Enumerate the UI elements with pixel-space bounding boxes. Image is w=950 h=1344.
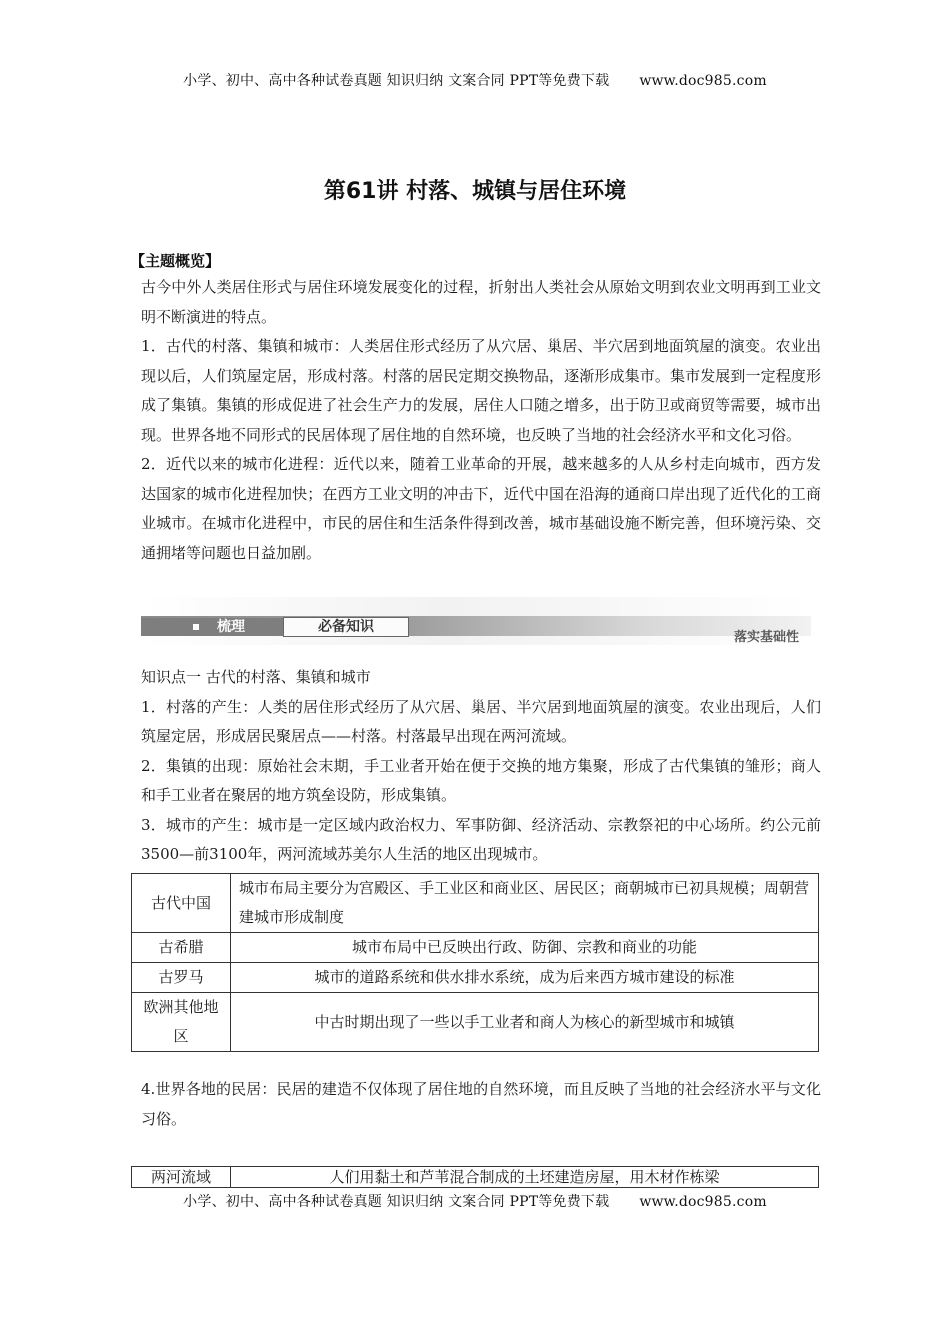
table-cell-desc: 城市布局主要分为宫殿区、手工业区和商业区、居民区；商朝城市已初具规模；周朝营建城市形成制度 xyxy=(231,874,819,933)
square-bullet-icon xyxy=(193,624,199,630)
header-site-link[interactable]: www.doc985.com xyxy=(639,73,767,89)
table-cell-desc: 中古时期出现了一些以手工业者和商人为核心的新型城市和城镇 xyxy=(231,993,819,1052)
overview-point-2: 2．近代以来的城市化进程：近代以来，随着工业革命的开展，越来越多的人从乡村走向城市，西方发达国家的城市化进程加快；在西方工业文明的冲击下，近代中国在沿海的通商口岸出现了近代化的工商业城市。在城市化进程中，市民的居住和生活条件得到改善，城市基础设施不断完善，但环境污染、交通拥堵等问题也日益加剧。 xyxy=(141,455,821,562)
footer-text: 小学、初中、高中各种试卷真题 知识归纳 文案合同 PPT等免费下载 xyxy=(183,1194,610,1210)
knowledge-item-1: 1．村落的产生：人类的居住形式经历了从穴居、巢居、半穴居到地面筑屋的演变。农业出现后，人们筑屋定居，形成居民聚居点——村落。村落最早出现在两河流域。 xyxy=(141,697,821,745)
city-table xyxy=(131,873,819,1052)
overview-intro: 古今中外人类居住形式与居住环境发展变化的过程，折射出人类社会从原始文明到农业文明再到工业文明不断演进的特点。 xyxy=(141,278,821,326)
banner-tag xyxy=(141,618,283,636)
knowledge-item-2: 2．集镇的出现：原始社会末期，手工业者开始在便于交换的地方集聚，形成了古代集镇的雏形；商人和手工业者在聚居的地方筑垒设防，形成集镇。 xyxy=(141,756,821,804)
table-cell-desc: 城市布局中已反映出行政、防御、宗教和商业的功能 xyxy=(231,933,819,963)
knowledge-heading: 知识点一 古代的村落、集镇和城市 xyxy=(141,668,371,686)
table-cell-desc: 城市的道路系统和供水排水系统，成为后来西方城市建设的标准 xyxy=(231,963,819,993)
page-header xyxy=(0,70,950,90)
table-row xyxy=(132,1167,819,1188)
banner-tag-label: 梳理 xyxy=(217,619,245,635)
overview-body xyxy=(141,273,821,568)
knowledge-item-4: 4.世界各地的民居：民居的建造不仅体现了居住地的自然环境，而且反映了当地的社会经济水平与文化习俗。 xyxy=(141,1080,821,1128)
lecture-title: 第61讲 村落、城镇与居住环境 xyxy=(323,179,627,204)
section-banner xyxy=(141,597,811,645)
header-text: 小学、初中、高中各种试卷真题 知识归纳 文案合同 PPT等免费下载 xyxy=(183,73,610,89)
banner-box-label: 必备知识 xyxy=(283,617,409,637)
table-cell-region: 欧洲其他地区 xyxy=(132,993,231,1052)
knowledge-body xyxy=(141,663,821,870)
table-cell-region: 古罗马 xyxy=(132,963,231,993)
dwelling-table xyxy=(131,1166,819,1188)
table-row xyxy=(132,993,819,1052)
overview-heading: 【主题概览】 xyxy=(130,252,221,270)
table-row xyxy=(132,933,819,963)
table-cell-region: 两河流域 xyxy=(132,1167,231,1188)
footer-site-link[interactable]: www.doc985.com xyxy=(639,1194,767,1210)
knowledge-item-3: 3．城市的产生：城市是一定区域内政治权力、军事防御、经济活动、宗教祭祀的中心场所。约公元前3500—前3100年，两河流域苏美尔人生活的地区出现城市。 xyxy=(141,815,821,863)
table-cell-desc: 人们用黏土和芦苇混合制成的土坯建造房屋，用木材作栋梁 xyxy=(231,1167,819,1188)
table-cell-region: 古希腊 xyxy=(132,933,231,963)
table-row xyxy=(132,963,819,993)
table-row xyxy=(132,874,819,933)
overview-point-1: 1．古代的村落、集镇和城市：人类居住形式经历了从穴居、巢居、半穴居到地面筑屋的演变。农业出现以后，人们筑屋定居，形成村落。村落的居民定期交换物品，逐渐形成集市。集市发展到一定程度形成了集镇。集镇的形成促进了社会生产力的发展，居住人口随之增多，出于防卫或商贸等需要，城市出现。世界各地不同形式的民居体现了居住地的自然环境，也反映了当地的社会经济水平和文化习俗。 xyxy=(141,337,821,444)
item4-body xyxy=(141,1075,821,1134)
page-footer xyxy=(0,1191,950,1211)
banner-right-label: 落实基础性 xyxy=(733,630,799,645)
table-cell-region: 古代中国 xyxy=(132,874,231,933)
